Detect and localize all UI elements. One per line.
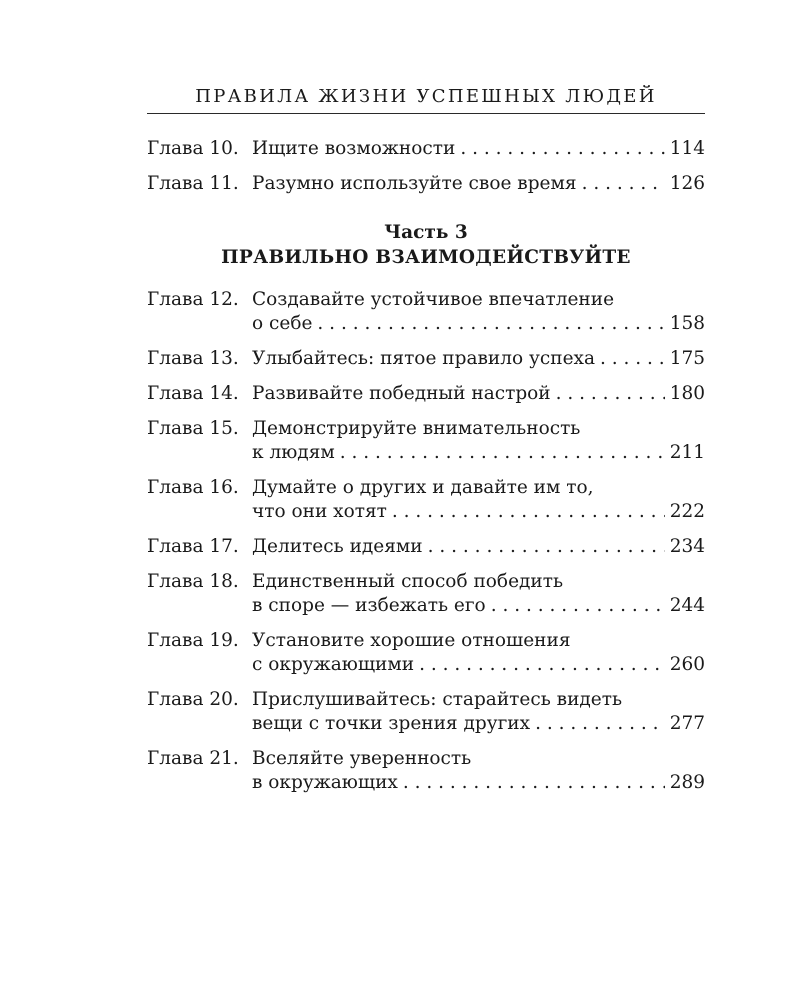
chapter-label: Глава 18. xyxy=(147,571,239,592)
dot-leader xyxy=(600,347,665,371)
chapter-label: Глава 10. xyxy=(147,138,239,159)
dot-leader xyxy=(317,312,664,336)
chapter-label: Глава 19. xyxy=(147,630,239,651)
toc-page xyxy=(147,86,705,806)
dot-leader xyxy=(340,441,665,465)
chapter-title xyxy=(252,288,705,336)
chapter-title xyxy=(252,747,705,795)
chapter-title-text: Ищите возможности xyxy=(252,138,456,159)
chapter-title-text: в споре — избежать его xyxy=(252,595,486,616)
toc-entry[interactable] xyxy=(147,288,705,336)
chapter-label: Глава 14. xyxy=(147,383,239,404)
dot-leader xyxy=(491,594,665,618)
part-number: Часть 3 xyxy=(384,222,468,243)
dot-leader xyxy=(582,172,665,196)
chapter-title-text: с окружающими xyxy=(252,654,415,675)
page-number: 260 xyxy=(669,654,705,675)
chapter-title-last-line xyxy=(252,382,705,406)
chapter-title-last-line xyxy=(252,172,705,196)
page-number: 211 xyxy=(669,442,705,463)
chapter-title-line: Демонстрируйте внимательность xyxy=(252,418,581,439)
chapter-title xyxy=(252,476,705,524)
chapter-title-last-line xyxy=(252,137,705,161)
toc-entry[interactable] xyxy=(147,535,705,559)
page-number: 114 xyxy=(669,138,705,159)
running-head: ПРАВИЛА ЖИЗНИ УСПЕШНЫХ ЛЮДЕЙ xyxy=(147,86,705,114)
dot-leader xyxy=(556,382,665,406)
chapter-title-text: Улыбайтесь: пятое правило успеха xyxy=(252,348,595,369)
chapter-title xyxy=(252,570,705,618)
chapter-title-text: вещи с точки зрения других xyxy=(252,713,531,734)
chapter-label: Глава 17. xyxy=(147,536,239,557)
page-number: 126 xyxy=(669,173,705,194)
chapter-title xyxy=(252,417,705,465)
chapter-title xyxy=(252,137,705,161)
chapter-label: Глава 20. xyxy=(147,689,239,710)
chapter-title-line: Думайте о других и давайте им то, xyxy=(252,477,594,498)
chapter-title-last-line xyxy=(252,500,705,524)
dot-leader xyxy=(419,653,665,677)
toc-entry[interactable] xyxy=(147,476,705,524)
toc-entry[interactable] xyxy=(147,172,705,196)
chapter-title-text: что они хотят xyxy=(252,501,387,522)
chapter-title xyxy=(252,347,705,371)
toc-entry[interactable] xyxy=(147,382,705,406)
dot-leader xyxy=(392,500,665,524)
dot-leader xyxy=(460,137,664,161)
chapter-title-last-line xyxy=(252,653,705,677)
chapter-label: Глава 11. xyxy=(147,173,239,194)
chapter-label: Глава 15. xyxy=(147,418,239,439)
chapter-title-last-line xyxy=(252,312,705,336)
chapter-title-text: о себе xyxy=(252,313,313,334)
toc-entry[interactable] xyxy=(147,417,705,465)
toc-list-after xyxy=(147,288,705,795)
dot-leader xyxy=(428,535,665,559)
page-number: 289 xyxy=(669,772,705,793)
dot-leader xyxy=(403,771,665,795)
dot-leader xyxy=(535,712,665,736)
chapter-title xyxy=(252,629,705,677)
chapter-title-last-line xyxy=(252,594,705,618)
chapter-title-text: Делитесь идеями xyxy=(252,536,423,557)
page-number: 158 xyxy=(669,313,705,334)
page-number: 180 xyxy=(669,383,705,404)
toc-entry[interactable] xyxy=(147,137,705,161)
toc-entry[interactable] xyxy=(147,747,705,795)
chapter-title-text: Разумно используйте свое время xyxy=(252,173,577,194)
toc-list-before xyxy=(147,137,705,196)
chapter-title-text: к людям xyxy=(252,442,335,463)
chapter-title-line: Прислушивайтесь: старайтесь видеть xyxy=(252,689,623,710)
chapter-title-last-line xyxy=(252,535,705,559)
page-number: 277 xyxy=(669,713,705,734)
page-number: 244 xyxy=(669,595,705,616)
chapter-title-line: Вселяйте уверенность xyxy=(252,748,472,769)
toc-entry[interactable] xyxy=(147,629,705,677)
toc-entry[interactable] xyxy=(147,570,705,618)
chapter-label: Глава 13. xyxy=(147,348,239,369)
chapter-title-line: Установите хорошие отношения xyxy=(252,630,571,651)
chapter-title-line: Единственный способ победить xyxy=(252,571,564,592)
chapter-title-last-line xyxy=(252,771,705,795)
toc-entry[interactable] xyxy=(147,347,705,371)
chapter-title xyxy=(252,535,705,559)
page-number: 234 xyxy=(669,536,705,557)
chapter-title-last-line xyxy=(252,712,705,736)
chapter-title-last-line xyxy=(252,347,705,371)
chapter-label: Глава 12. xyxy=(147,289,239,310)
page-number: 222 xyxy=(669,501,705,522)
part-title: ПРАВИЛЬНО ВЗАИМОДЕЙСТВУЙТЕ xyxy=(221,247,631,268)
chapter-title-line: Создавайте устойчивое впечатление xyxy=(252,289,615,310)
chapter-title-text: Развивайте победный настрой xyxy=(252,383,551,404)
chapter-title xyxy=(252,172,705,196)
page-number: 175 xyxy=(669,348,705,369)
chapter-title-text: в окружающих xyxy=(252,772,398,793)
chapter-title xyxy=(252,382,705,406)
chapter-label: Глава 16. xyxy=(147,477,239,498)
chapter-title-last-line xyxy=(252,441,705,465)
part-heading xyxy=(147,220,705,270)
chapter-title xyxy=(252,688,705,736)
toc-entry[interactable] xyxy=(147,688,705,736)
chapter-label: Глава 21. xyxy=(147,748,239,769)
